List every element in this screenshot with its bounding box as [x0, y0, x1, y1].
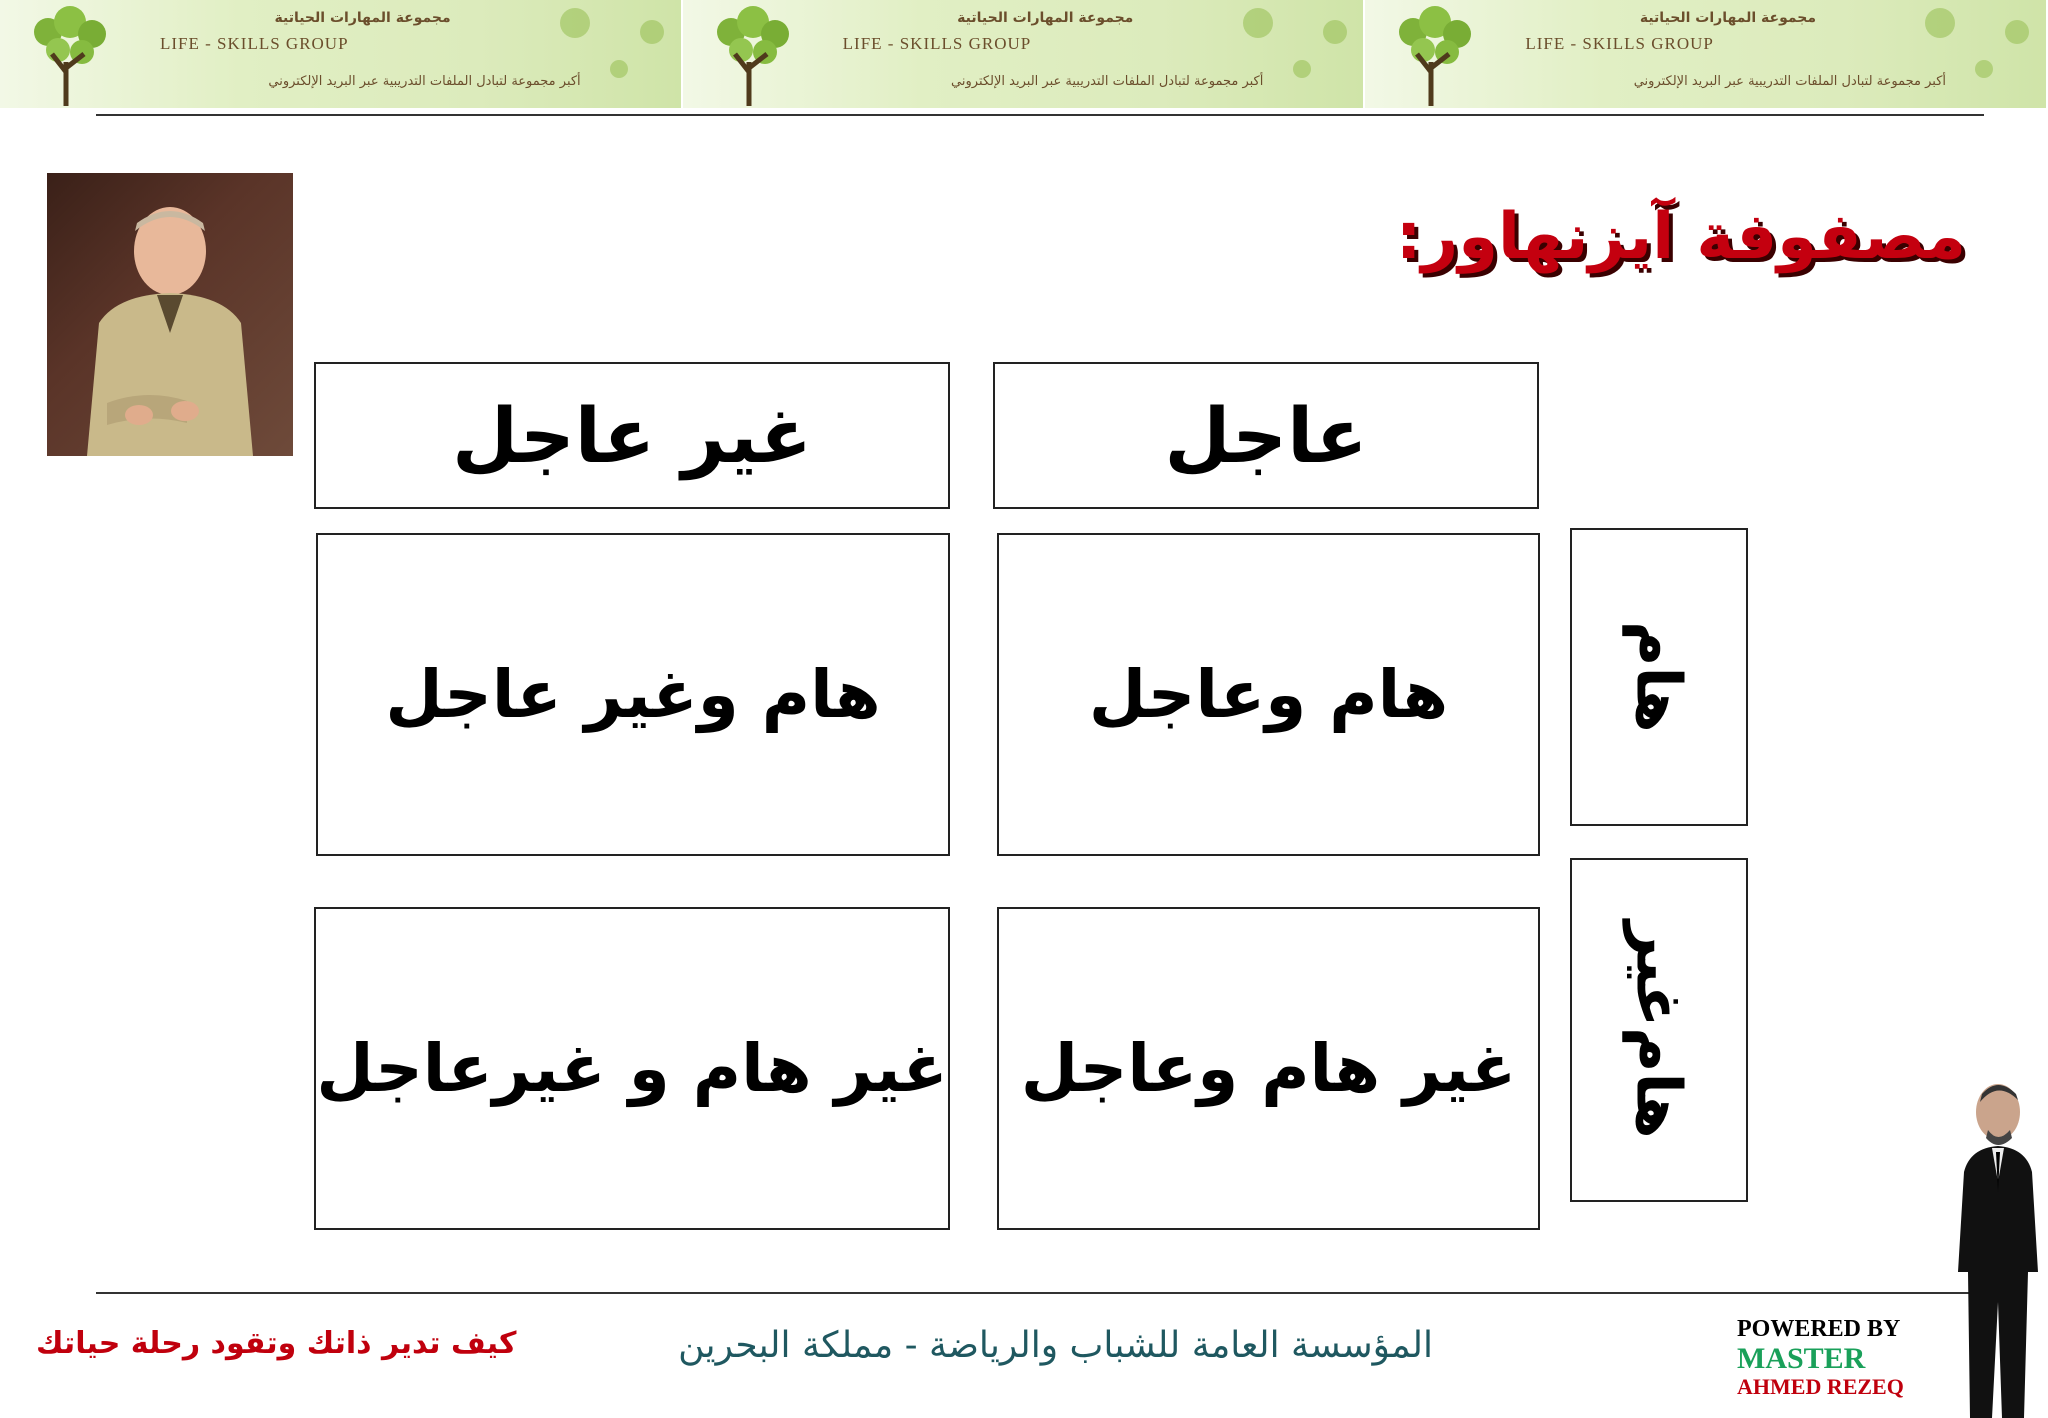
footer-organization: المؤسسة العامة للشباب والرياضة - مملكة البحرين — [678, 1325, 1433, 1366]
banner-tile — [1365, 0, 2048, 108]
slide-title: مصفوفة آيزنهاور: — [1395, 200, 1966, 274]
portrait-image — [47, 173, 293, 456]
banner-tile — [683, 0, 1366, 108]
tree-logo-icon — [1373, 2, 1493, 106]
banner-arabic-title: مجموعة المهارات الحياتية — [1639, 10, 1817, 26]
banner-subtitle: أكبر مجموعة لتبادل الملفات التدريبية عبر البريد الإلكتروني — [268, 74, 581, 89]
presenter-silhouette-icon — [1940, 1072, 2048, 1418]
col-header-urgent — [993, 362, 1539, 509]
banner-english-title: LIFE - SKILLS GROUP — [842, 34, 1032, 53]
top-divider — [96, 114, 1984, 116]
cell-important-urgent-label: هام وعاجل — [1088, 656, 1449, 733]
cell-important-urgent — [997, 533, 1540, 856]
author-name: AHMED REZEQ — [1737, 1374, 1904, 1400]
banner-subtitle: أكبر مجموعة لتبادل الملفات التدريبية عبر البريد الإلكتروني — [951, 74, 1264, 89]
banner-tile — [0, 0, 683, 108]
cell-important-not-urgent-label: هام وغير عاجل — [385, 656, 881, 733]
row-header-not-important-top: غير — [1622, 921, 1696, 1028]
col-header-not-urgent-label: غير عاجل — [452, 391, 812, 480]
header-banner — [0, 0, 2048, 108]
banner-arabic-title: مجموعة المهارات الحياتية — [957, 10, 1134, 26]
powered-by-block — [1737, 1316, 1904, 1400]
banner-subtitle: أكبر مجموعة لتبادل الملفات التدريبية عبر البريد الإلكتروني — [1633, 74, 1947, 89]
cell-not-important-not-urgent — [314, 907, 950, 1230]
cell-not-important-urgent-label: غير هام وعاجل — [1020, 1030, 1517, 1107]
portrait-figure-icon — [47, 173, 293, 456]
bottom-divider — [96, 1292, 1984, 1294]
footer-course-title: كيف تدير ذاتك وتقود رحلة حياتك — [36, 1326, 517, 1361]
banner-arabic-title: مجموعة المهارات الحياتية — [274, 10, 451, 26]
banner-english-title: LIFE - SKILLS GROUP — [1525, 34, 1714, 53]
tree-logo-icon — [691, 2, 811, 106]
row-header-important-label: هام — [1622, 621, 1696, 733]
row-header-not-important-bottom: هام — [1622, 1027, 1696, 1139]
row-header-important — [1570, 528, 1748, 826]
cell-not-important-urgent — [997, 907, 1540, 1230]
col-header-not-urgent — [314, 362, 950, 509]
brand-name: MASTER — [1737, 1342, 1866, 1376]
tree-logo-icon — [8, 2, 128, 106]
banner-english-title: LIFE - SKILLS GROUP — [160, 34, 349, 53]
row-header-not-important — [1570, 858, 1748, 1202]
powered-by-label: POWERED BY — [1737, 1316, 1901, 1342]
cell-important-not-urgent — [316, 533, 950, 856]
col-header-urgent-label: عاجل — [1164, 391, 1368, 480]
cell-not-important-not-urgent-label: غير هام و غيرعاجل — [316, 1030, 948, 1107]
